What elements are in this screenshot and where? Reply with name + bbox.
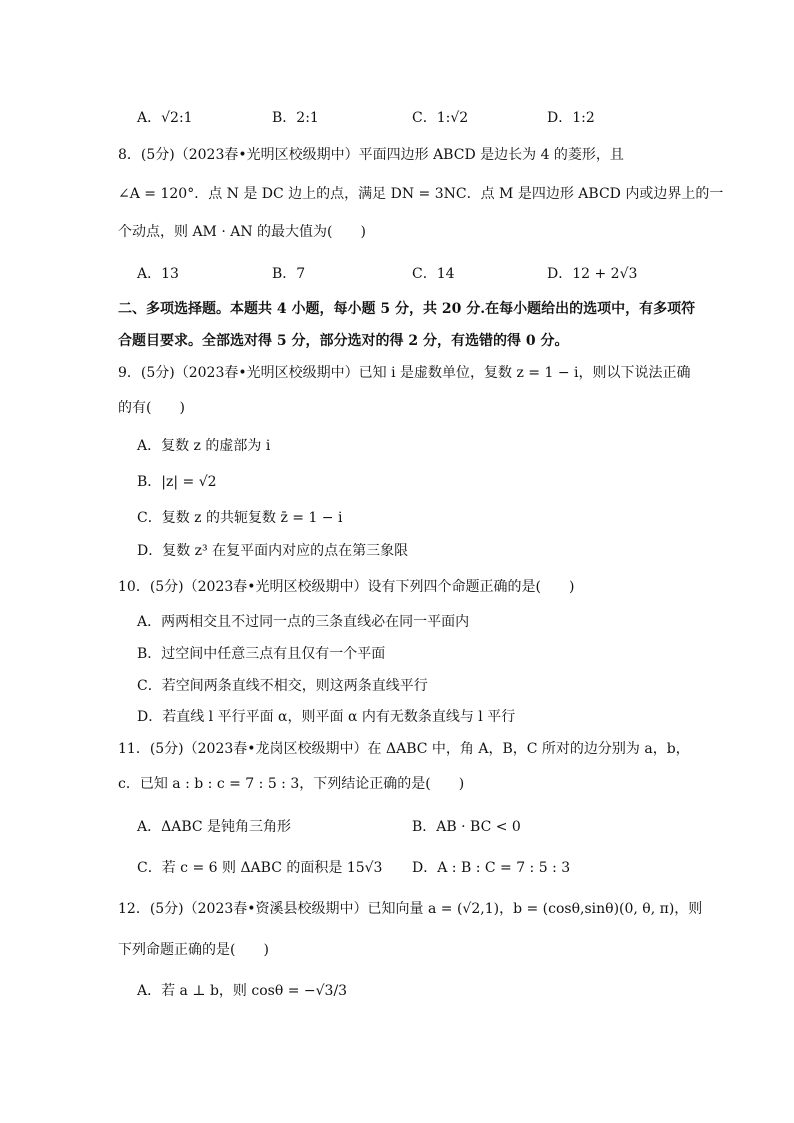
q10-stem-line1: 10．(5分)（2023春•光明区校级期中）设有下列四个命题正确的是( ) — [118, 579, 575, 595]
q8-option-b: B．7 — [272, 266, 306, 282]
q10-option-a: A．两两相交且不过同一点的三条直线必在同一平面内 — [137, 614, 470, 630]
q11-stem-line1: 11．(5分)（2023春•龙岗区校级期中）在 ΔABC 中，角 A，B，C 所对的边分别为 a，b， — [118, 741, 690, 757]
q11-stem-line2: c．已知 a : b : c = 7 : 5 : 3，下列结论正确的是( ) — [118, 776, 465, 792]
q8-option-d: D．12 + 2√3 — [547, 266, 638, 282]
q12-stem-line2: 下列命题正确的是( ) — [118, 942, 269, 958]
q11-option-d: D．A : B : C = 7 : 5 : 3 — [412, 860, 571, 876]
q11-option-b: B．AB · BC < 0 — [412, 819, 521, 835]
q10-option-b: B．过空间中任意三点有且仅有一个平面 — [137, 646, 386, 662]
q9-stem-line2: 的有( ) — [118, 400, 185, 416]
q8-stem-line1: 8．(5分)（2023春•光明区校级期中）平面四边形 ABCD 是边长为 4 的菱形，且 — [118, 147, 624, 163]
q10-option-d: D．若直线 l 平行平面 α，则平面 α 内有无数条直线与 l 平行 — [137, 709, 516, 725]
q7-option-c: C．1:√2 — [412, 110, 469, 126]
q8-stem-line3: 个动点，则 AM · AN 的最大值为( ) — [118, 224, 366, 240]
q11-option-a: A．ΔABC 是钝角三角形 — [137, 819, 292, 835]
q7-option-b: B．2:1 — [272, 110, 319, 126]
q10-option-c: C．若空间两条直线不相交，则这两条直线平行 — [137, 678, 428, 694]
q9-option-c: C．复数 z 的共轭复数 z̄ = 1 − i — [137, 510, 343, 526]
q12-stem-line1: 12．(5分)（2023春•资溪县校级期中）已知向量 a = (√2,1)，b = (cosθ,sinθ)(0, θ, π)，则 — [118, 901, 703, 917]
q7-option-a: A．√2:1 — [137, 110, 193, 126]
q8-stem-line2: ∠A = 120°．点 N 是 DC 边上的点，满足 DN = 3NC．点 M 是四边形 ABCD 内或边界上的一 — [118, 186, 724, 202]
q9-option-d: D．复数 z³ 在复平面内对应的点在第三象限 — [137, 543, 409, 559]
q8-option-a: A．13 — [137, 266, 179, 282]
q9-option-a: A．复数 z 的虚部为 i — [137, 438, 271, 454]
q7-option-d: D．1:2 — [547, 110, 595, 126]
q9-stem-line1: 9．(5分)（2023春•光明区校级期中）已知 i 是虚数单位，复数 z = 1 − i，则以下说法正确 — [118, 365, 691, 381]
q11-option-c: C．若 c = 6 则 ΔABC 的面积是 15√3 — [137, 860, 383, 876]
q8-option-c: C．14 — [412, 266, 455, 282]
section2-heading-line2: 合题目要求。全部选对得 5 分，部分选对的得 2 分，有选错的得 0 分。 — [118, 333, 569, 349]
section2-heading-line1: 二、多项选择题。本题共 4 小题，每小题 5 分，共 20 分.在每小题给出的选项中，有多项符 — [118, 301, 696, 317]
q9-option-b: B．|z| = √2 — [137, 474, 217, 490]
q12-option-a: A．若 a ⊥ b，则 cosθ = −√3/3 — [137, 983, 348, 999]
